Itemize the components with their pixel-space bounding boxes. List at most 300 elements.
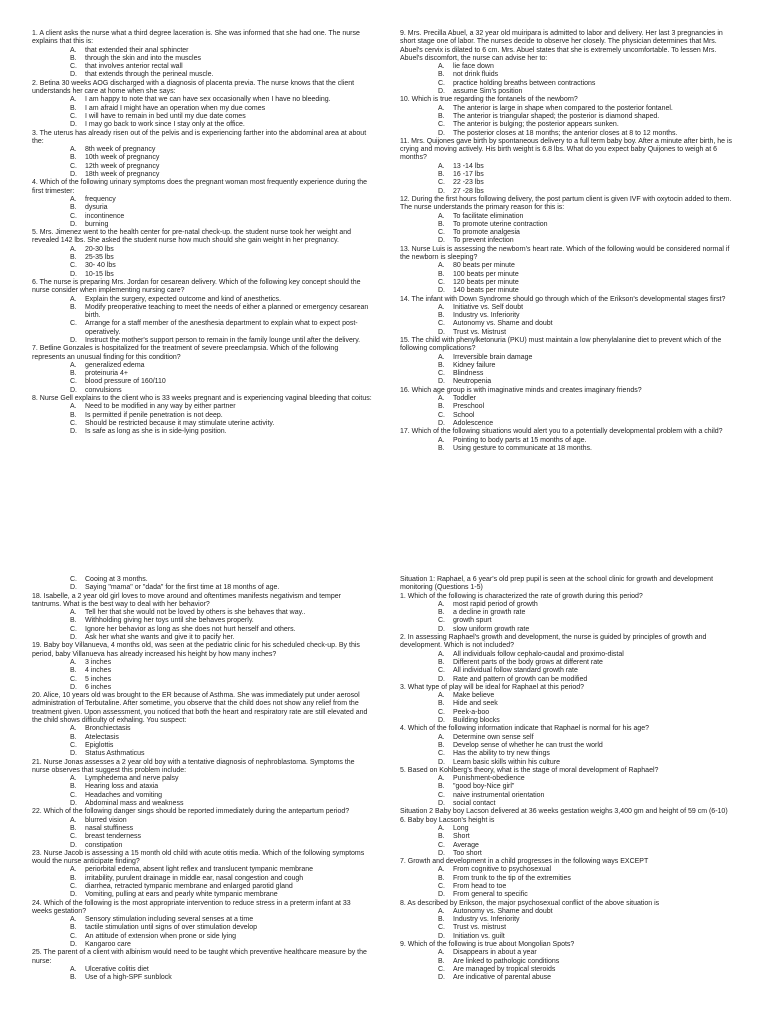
answer-option (70, 775, 372, 783)
question-item (32, 808, 372, 849)
option-text: 3 inches (85, 658, 112, 666)
option-text: 27 -28 lbs (453, 187, 484, 195)
answer-option (70, 221, 372, 229)
option-letter: A. (70, 965, 77, 973)
option-text: I may go back to work since I stay only at the office. (85, 121, 245, 129)
option-text: frequency (85, 195, 116, 203)
option-text: To promote uterine contraction (453, 220, 548, 228)
answer-option (70, 246, 372, 254)
option-text: Trust vs. Mistrust (453, 328, 507, 336)
answer-options (400, 775, 740, 808)
option-letter: B. (70, 783, 77, 791)
answer-option (438, 717, 740, 725)
option-text: I am afraid I might have an operation when my due comes (85, 104, 266, 112)
option-letter: A. (70, 295, 77, 303)
option-text: burning (85, 220, 109, 228)
answer-options (400, 63, 740, 96)
answer-option (438, 792, 740, 800)
option-letter: A. (438, 212, 445, 220)
question-stem: 1. A client asks the nurse what a third degree laceration is. She was informed that she had one. The nurse explains that this is: (32, 30, 362, 46)
column-top-left (32, 30, 372, 437)
answer-options (400, 304, 740, 337)
option-letter: D. (438, 675, 445, 683)
answer-option (438, 958, 740, 966)
option-text: lie face down (453, 63, 494, 71)
option-letter: C. (438, 179, 445, 187)
option-text: generalized edema (85, 361, 145, 369)
option-text: Preschool (453, 403, 485, 411)
question-stem: 14. The infant with Down Syndrome should go through which of the Erikson's developmental stages first? (400, 295, 726, 303)
answer-option (70, 105, 372, 113)
option-letter: A. (70, 403, 77, 411)
question-stem: 19. Baby boy Villanueva, 4 months old, was seen at the pediatric clinic for his scheduled check-up. By this period, baby Villanueva has already increased his height by how many inches? (32, 642, 362, 658)
question-item (400, 941, 740, 982)
option-letter: C. (70, 378, 77, 386)
answer-option (70, 121, 372, 129)
answer-options (32, 146, 372, 179)
option-letter: B. (438, 403, 445, 411)
option-text: Abdominal mass and weakness (85, 800, 184, 808)
answer-option (70, 71, 372, 79)
question-item (400, 387, 740, 428)
option-letter: D. (438, 891, 445, 899)
option-letter: D. (438, 378, 445, 386)
question-stem: 13. Nurse Luis is assessing the newborn's heart rate. Which of the following would be considered normal if the newborn is sleeping? (400, 245, 732, 262)
answer-options (32, 403, 372, 436)
option-text: The anterior is bulging; the posterior appears sunken. (453, 121, 619, 129)
option-text: 12th week of pregnancy (85, 162, 160, 170)
answer-option (438, 700, 740, 708)
answer-option (438, 676, 740, 684)
option-text: Too short (453, 849, 482, 857)
option-letter: B. (438, 270, 445, 278)
question-stem: 3. The uterus has already risen out of the pelvis and is experiencing farther into the abdominal area at about the: (32, 129, 369, 145)
option-text: Ask her what she wants and give it to pacify her. (85, 634, 235, 642)
option-letter: B. (438, 957, 445, 965)
option-letter: B. (70, 104, 77, 112)
option-letter: D. (70, 336, 77, 344)
question-item (32, 692, 372, 758)
option-text: An attitude of extension when prone or side lying (85, 932, 236, 940)
option-letter: C. (70, 112, 77, 120)
answer-option (438, 420, 740, 428)
answer-option (438, 866, 740, 874)
answer-option (70, 171, 372, 179)
option-text: Sensory stimulation including several senses at a time (85, 916, 254, 924)
question-stem: 5. Based on Kohlberg's theory, what is the stage of moral development of Raphael? (400, 766, 659, 774)
option-letter: D. (70, 171, 77, 179)
answer-option (438, 445, 740, 453)
answer-option (438, 304, 740, 312)
answer-option (70, 204, 372, 212)
option-letter: A. (438, 162, 445, 170)
option-text: constipation (85, 841, 123, 849)
answer-options (32, 609, 372, 642)
answer-option (70, 296, 372, 304)
answer-option (438, 916, 740, 924)
option-text: Learn basic skills within his culture (453, 758, 560, 766)
option-text: Bronchiectasis (85, 725, 131, 733)
answer-option (438, 412, 740, 420)
answer-options (32, 196, 372, 229)
answer-option (70, 800, 372, 808)
option-letter: C. (70, 675, 77, 683)
answer-option (438, 188, 740, 196)
option-text: social contact (453, 800, 496, 808)
question-item (32, 229, 372, 279)
option-letter: B. (70, 54, 77, 62)
option-text: 6 inches (85, 683, 112, 691)
answer-option (70, 262, 372, 270)
question-stem: 5. Mrs. Jimenez went to the health center for pre-natal check-up. the student nurse took her weight and revealed 142 lbs. She asked the student nurse how much should she gain weight in her pregnancy. (32, 229, 354, 245)
answer-option (70, 817, 372, 825)
option-text: Atelectasis (85, 733, 119, 741)
answer-options (32, 47, 372, 80)
option-letter: C. (438, 370, 445, 378)
option-text: From head to toe (453, 882, 507, 890)
answer-options (400, 949, 740, 982)
answer-option (70, 378, 372, 386)
option-letter: B. (70, 733, 77, 741)
option-text: Disappears in about a year (453, 949, 537, 957)
option-text: 10-15 lbs (85, 270, 114, 278)
question-item (32, 850, 372, 900)
option-text: Neutropenia (453, 378, 492, 386)
answer-option (70, 792, 372, 800)
option-letter: B. (70, 303, 77, 311)
answer-option (438, 320, 740, 328)
answer-option (438, 875, 740, 883)
option-text: 13 -14 lbs (453, 162, 484, 170)
answer-option (70, 750, 372, 758)
answer-option (70, 941, 372, 949)
question-item (32, 593, 372, 643)
option-text: Peek-a-boo (453, 708, 490, 716)
option-text: To prevent infection (453, 237, 514, 245)
option-letter: D. (70, 584, 77, 592)
option-text: periorbital edema, absent light reflex and translucent tympanic membrane (85, 866, 314, 874)
answer-option (70, 387, 372, 395)
option-letter: D. (70, 71, 77, 79)
option-text: To promote analgesia (453, 229, 520, 237)
question-stem: 3. What type of play will be ideal for Raphael at this period? (400, 683, 585, 691)
option-text: blurred vision (85, 816, 127, 824)
option-text: 16 -17 lbs (453, 171, 484, 179)
option-letter: B. (70, 974, 77, 982)
question-stem: 12. During the first hours following delivery, the post partum client is given IVF with oxytocin added to them. The nurse understands the primary reason for this is: (400, 195, 734, 212)
answer-options (400, 354, 740, 387)
option-letter: A. (438, 866, 445, 874)
option-text: Irreversible brain damage (453, 353, 533, 361)
option-letter: A. (438, 63, 445, 71)
option-letter: D. (438, 129, 445, 137)
answer-options (400, 262, 740, 295)
option-letter: C. (70, 741, 77, 749)
option-letter: B. (70, 254, 77, 262)
option-letter: C. (438, 278, 445, 286)
option-text: Different parts of the body grows at different rate (453, 658, 603, 666)
option-letter: B. (438, 112, 445, 120)
answer-option (70, 609, 372, 617)
answer-option (70, 667, 372, 675)
question-stem: 17. Which of the following situations would alert you to a potentially developmental problem with a child? (400, 428, 723, 436)
question-item (400, 634, 740, 684)
answer-option (70, 891, 372, 899)
option-text: Punishment-obedience (453, 775, 525, 783)
option-text: Autonomy vs. Shame and doubt (453, 907, 553, 915)
answer-option (438, 601, 740, 609)
answer-option (438, 105, 740, 113)
option-text: Tell her that she would not be loved by others is she behaves that way.. (85, 609, 306, 617)
option-text: Is permitted if penile penetration is not deep. (85, 411, 223, 419)
question-stem: 20. Alice, 10 years old was brought to the ER because of Asthma. She was immediately put under aerosol administration of Terbutaline. After sometime, you observe that the child does not show any relief from the treatment given. Upon assessment, you noticed that both the heart and respiratory rate are still elevated and the child shows difficulty of exhaling. You suspect: (32, 692, 370, 725)
option-letter: A. (438, 395, 445, 403)
question-item (400, 858, 740, 899)
answer-option (438, 908, 740, 916)
option-letter: B. (70, 874, 77, 882)
question-stem: 23. Nurse Jacob is assessing a 15 month old child with acute otitis media. Which of the following symptoms would the nurse anticipate finding? (32, 849, 367, 866)
question-item (32, 30, 372, 80)
answer-options (400, 105, 740, 138)
option-text: Initiative vs. Self doubt (453, 303, 524, 311)
option-letter: D. (438, 758, 445, 766)
option-letter: C. (70, 791, 77, 799)
option-text: Autonomy vs. Shame and doubt (453, 320, 553, 328)
option-letter: D. (70, 634, 77, 642)
option-text: that involves anterior rectal wall (85, 63, 183, 71)
answer-options (32, 576, 372, 593)
option-letter: C. (70, 419, 77, 427)
option-text: Average (453, 841, 479, 849)
answer-option (438, 949, 740, 957)
option-text: assume Sim's position (453, 88, 523, 96)
answer-option (70, 362, 372, 370)
answer-option (438, 171, 740, 179)
answer-option (438, 354, 740, 362)
answer-option (438, 692, 740, 700)
question-stem: 7. Betline Gonzales is hospitalized for the treatment of severe preeclampsia. Which of the following represents an unusual finding for this condition? (32, 345, 341, 361)
option-letter: A. (70, 96, 77, 104)
option-text: Should be restricted because it may stimulate uterine activity. (85, 419, 275, 427)
answer-option (70, 428, 372, 436)
option-letter: B. (70, 411, 77, 419)
answer-option (70, 271, 372, 279)
answer-option (438, 113, 740, 121)
option-letter: A. (438, 303, 445, 311)
option-letter: C. (438, 229, 445, 237)
option-text: 25-35 lbs (85, 254, 114, 262)
option-letter: C. (70, 162, 77, 170)
option-letter: B. (438, 741, 445, 749)
option-letter: C. (70, 882, 77, 890)
option-text: through the skin and into the muscles (85, 54, 201, 62)
question-stem: 22. Which of the following danger sings should be reported immediately during the antepartum period? (32, 808, 350, 816)
answer-option (438, 395, 740, 403)
question-item (400, 428, 740, 453)
option-text: The anterior is triangular shaped; the posterior is diamond shaped. (453, 112, 660, 120)
option-text: Lymphedema and nerve palsy (85, 775, 179, 783)
answer-options (32, 866, 372, 899)
answer-option (70, 659, 372, 667)
answer-option (70, 634, 372, 642)
answer-option (70, 254, 372, 262)
question-stem: 2. Betina 30 weeks AOG discharged with a diagnosis of placenta previa. The nurse knows that the client understands her care at home when she says: (32, 79, 357, 96)
option-text: Withholding giving her toys until she behaves properly. (85, 617, 254, 625)
option-text: Is safe as long as she is in side-lying position. (85, 428, 227, 436)
option-letter: D. (438, 800, 445, 808)
answer-option (438, 659, 740, 667)
option-text: Saying "mama" or "dada" for the first time at 18 months of age. (85, 584, 280, 592)
answer-option (438, 63, 740, 71)
option-letter: C. (438, 965, 445, 973)
option-letter: A. (70, 916, 77, 924)
question-stem: 10. Which is true regarding the fontanels of the newborn? (400, 96, 578, 104)
answer-option (438, 403, 740, 411)
answer-option (438, 262, 740, 270)
question-item (400, 808, 740, 858)
option-letter: D. (438, 625, 445, 633)
answer-option (70, 47, 372, 55)
option-text: Toddler (453, 395, 476, 403)
option-letter: B. (438, 171, 445, 179)
option-text: practice holding breaths between contractions (453, 79, 596, 87)
question-item (32, 80, 372, 130)
answer-option (438, 329, 740, 337)
answer-option (70, 196, 372, 204)
question-stem: 21. Nurse Jonas assesses a 2 year old boy with a tentative diagnosis of nephroblastoma. Symptoms the nurse observes that suggest this problem include: (32, 758, 357, 774)
answer-option (438, 362, 740, 370)
option-letter: B. (70, 154, 77, 162)
option-text: Rate and pattern of growth can be modified (453, 675, 588, 683)
answer-option (70, 420, 372, 428)
option-text: Modify preoperative teaching to meet the needs of either a planned or emergency cesarean birth. (85, 303, 369, 320)
option-letter: A. (438, 600, 445, 608)
option-letter: C. (70, 212, 77, 220)
option-letter: A. (438, 692, 445, 700)
option-text: breast tenderness (85, 833, 142, 841)
question-item (32, 949, 372, 982)
answer-option (70, 96, 372, 104)
question-stem: 4. Which of the following information indicate that Raphael is normal for his age? (400, 725, 650, 733)
question-item (32, 642, 372, 692)
option-letter: A. (70, 46, 77, 54)
answer-option (70, 370, 372, 378)
column-bottom-right (400, 576, 740, 983)
option-text: Instruct the mother's support person to remain in the family lounge until after the delivery. (85, 336, 361, 344)
answer-option (438, 279, 740, 287)
option-letter: D. (438, 328, 445, 336)
question-item (32, 759, 372, 809)
option-text: All individuals follow cephalo-caudal and proximo-distal (453, 650, 624, 658)
answer-option (70, 626, 372, 634)
answer-option (70, 883, 372, 891)
option-text: incontinence (85, 212, 125, 220)
answer-option (438, 80, 740, 88)
question-item (32, 279, 372, 345)
option-text: Need to be modified in any way by either partner (85, 403, 236, 411)
option-letter: B. (70, 824, 77, 832)
option-text: a decline in growth rate (453, 609, 526, 617)
option-text: 80 beats per minute (453, 262, 515, 270)
option-letter: D. (438, 974, 445, 982)
option-text: Ignore her behavior as long as she does not hurt herself and others. (85, 625, 296, 633)
option-text: 4 inches (85, 667, 112, 675)
answer-option (438, 850, 740, 858)
question-stem: 8. Nurse Gell explains to the client who is 33 weeks pregnant and is experiencing vaginal bleeding that coitus: (32, 395, 372, 403)
option-letter: D. (438, 932, 445, 940)
option-text: 140 beats per minute (453, 287, 519, 295)
answer-options (32, 296, 372, 346)
option-letter: D. (70, 270, 77, 278)
option-letter: A. (438, 262, 445, 270)
answer-option (438, 883, 740, 891)
answer-options (400, 825, 740, 858)
option-text: 100 beats per minute (453, 270, 519, 278)
option-text: dysuria (85, 204, 108, 212)
option-letter: A. (438, 353, 445, 361)
option-text: Initiation vs. guilt (453, 932, 505, 940)
option-text: Epiglottis (85, 741, 114, 749)
question-item (400, 296, 740, 337)
question-item (400, 576, 740, 634)
option-text: Are linked to pathologic conditions (453, 957, 560, 965)
answer-option (70, 676, 372, 684)
option-letter: A. (70, 245, 77, 253)
option-letter: D. (438, 419, 445, 427)
option-text: Kidney failure (453, 361, 496, 369)
answer-option (438, 121, 740, 129)
option-letter: B. (70, 204, 77, 212)
question-item (400, 96, 740, 137)
option-text: Trust vs. mistrust (453, 924, 507, 932)
option-letter: C. (438, 882, 445, 890)
option-text: 8th week of pregnancy (85, 146, 156, 154)
answer-options (32, 96, 372, 129)
answer-option (70, 55, 372, 63)
option-letter: D. (438, 187, 445, 195)
option-text: "good boy-Nice girl" (453, 783, 515, 791)
answer-options (32, 966, 372, 983)
option-text: Long (453, 824, 469, 832)
answer-options (32, 916, 372, 949)
answer-option (438, 609, 740, 617)
answer-option (438, 213, 740, 221)
option-letter: A. (70, 609, 77, 617)
option-text: Has the ability to try new things (453, 750, 550, 758)
option-text: From trunk to the tip of the extremities (453, 874, 571, 882)
question-item (400, 900, 740, 941)
question-stem: 9. Mrs. Precilla Abuel, a 32 year old muiripara is admitted to labor and delivery. Her last 3 pregnancies in short stage one of labor. The nurses decide to observe her closely. The physician determines that Mrs. Abuel's cervix is dilated to 6 cm. Mrs. Abuel states that she is extremely uncomfortable. To lessen Mrs. Abuel's discomfort, the nurse can advise her to: (400, 30, 725, 62)
answer-option (70, 825, 372, 833)
answer-options (32, 246, 372, 279)
option-text: Hearing loss and ataxia (85, 783, 159, 791)
answer-option (70, 617, 372, 625)
question-item (400, 246, 740, 296)
option-text: nasal stuffiness (85, 824, 134, 832)
answer-options (400, 866, 740, 899)
answer-option (438, 163, 740, 171)
answer-options (32, 817, 372, 850)
answer-options (400, 601, 740, 634)
option-letter: B. (70, 370, 77, 378)
option-text: All individual follow standard growth rate (453, 667, 578, 675)
option-letter: C. (70, 833, 77, 841)
question-stem: 8. As described by Erikson, the major psychosexual conflict of the above situation is (400, 899, 660, 907)
option-letter: C. (438, 320, 445, 328)
question-stem: 2. In assessing Raphael's growth and development, the nurse is guided by principles of growth and development. Which is not included? (400, 634, 709, 650)
answer-option (438, 287, 740, 295)
option-letter: A. (438, 824, 445, 832)
